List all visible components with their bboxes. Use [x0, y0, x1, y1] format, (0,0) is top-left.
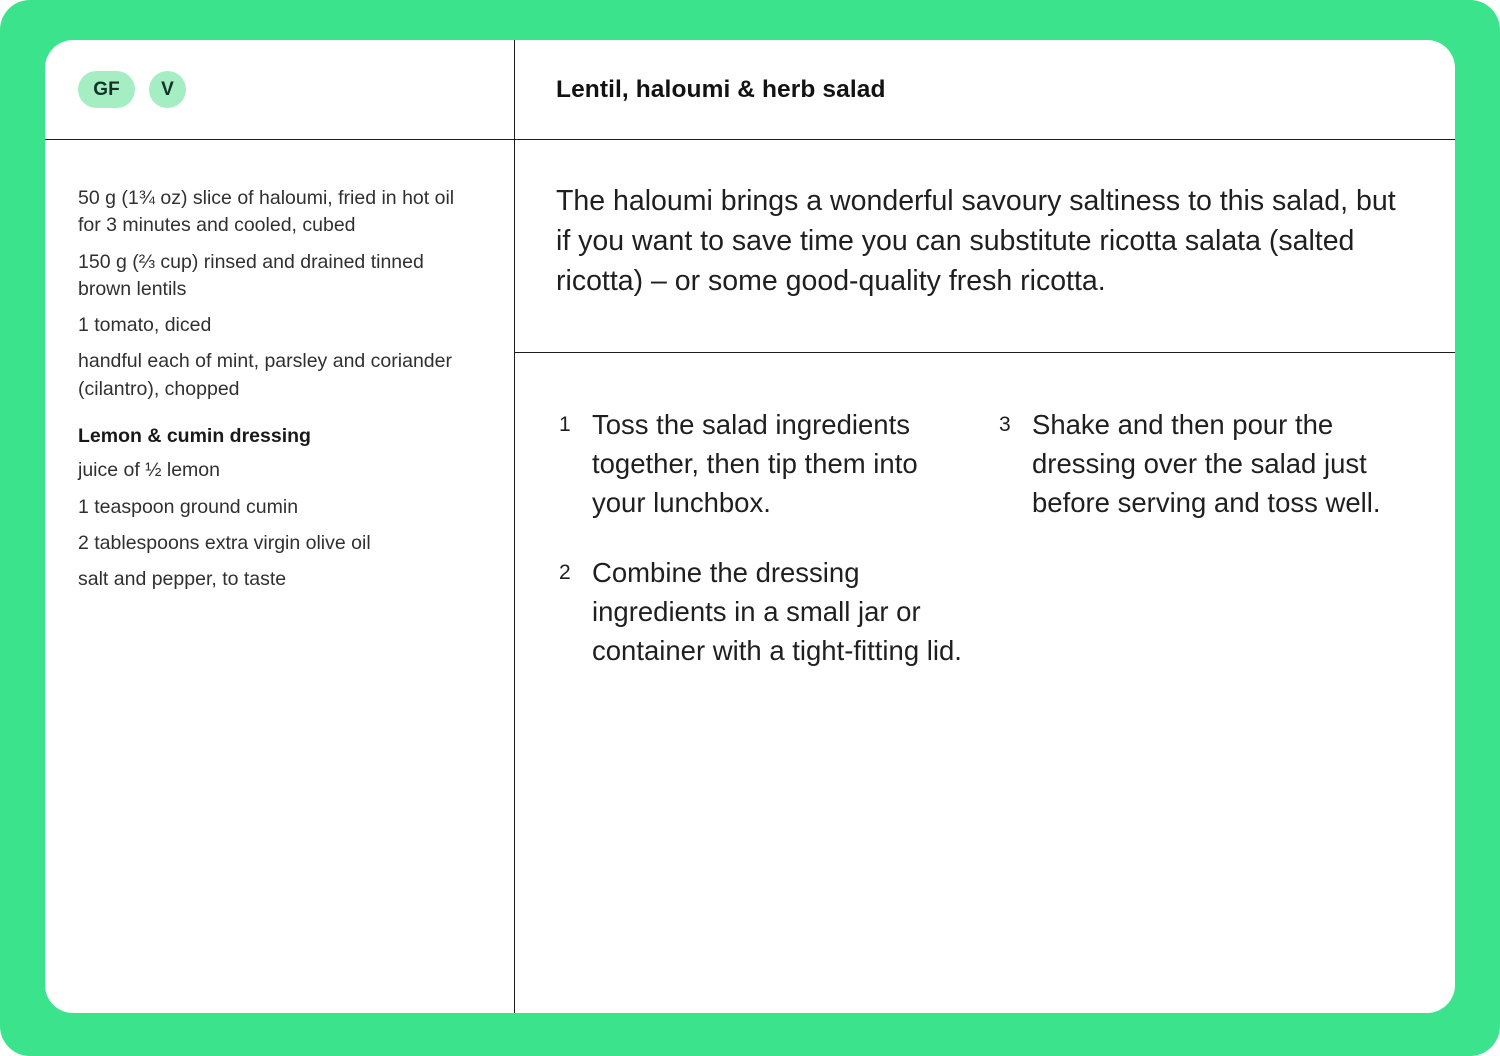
dressing-subheading: Lemon & cumin dressing — [78, 425, 311, 448]
ingredient-item: 150 g (⅔ cup) rinsed and drained tinned brown lentils — [78, 250, 424, 300]
dressing-item: 2 tablespoons extra virgin olive oil — [78, 531, 371, 554]
step-number: 3 — [999, 412, 1011, 436]
title-row — [515, 40, 1455, 140]
method-steps — [515, 353, 1455, 701]
ingredient-item: 1 tomato, diced — [78, 314, 212, 337]
step-1 — [559, 405, 967, 523]
recipe-title: Lentil, haloumi & herb salad — [556, 75, 886, 103]
dressing-item: salt and pepper, to taste — [78, 568, 287, 591]
vegetarian-badge: V — [149, 71, 186, 108]
ingredients-column — [45, 40, 515, 1013]
recipe-card — [45, 40, 1455, 1013]
step-3 — [999, 405, 1407, 523]
ingredient-item: handful each of mint, parsley and coriander (cilantro), chopped — [78, 350, 452, 400]
steps-column-2 — [999, 405, 1407, 701]
step-text: Shake and then pour the dressing over the salad just before serving and toss well. — [1032, 408, 1381, 519]
step-2 — [559, 553, 967, 671]
intro-paragraph: The haloumi brings a wonderful savoury saltiness to this salad, but if you want to save time you can substitute ricotta salata (salted ricotta) – or some good-quality fresh ricotta. — [515, 140, 1455, 353]
gluten-free-badge: GF — [78, 71, 135, 108]
step-number: 2 — [559, 560, 571, 584]
step-text: Combine the dressing ingredients in a small jar or container with a tight-fitting lid. — [592, 556, 962, 667]
steps-column-1 — [559, 405, 967, 701]
ingredient-item: 50 g (1¾ oz) slice of haloumi, fried in hot oil for 3 minutes and cooled, cubed — [78, 187, 455, 237]
step-text: Toss the salad ingredients together, then tip them into your lunchbox. — [592, 408, 918, 519]
badges-row — [45, 40, 514, 140]
ingredients-list — [45, 140, 514, 603]
step-number: 1 — [559, 412, 571, 436]
method-column — [515, 40, 1455, 1013]
dressing-item: 1 teaspoon ground cumin — [78, 495, 299, 518]
dressing-item: juice of ½ lemon — [78, 459, 220, 482]
